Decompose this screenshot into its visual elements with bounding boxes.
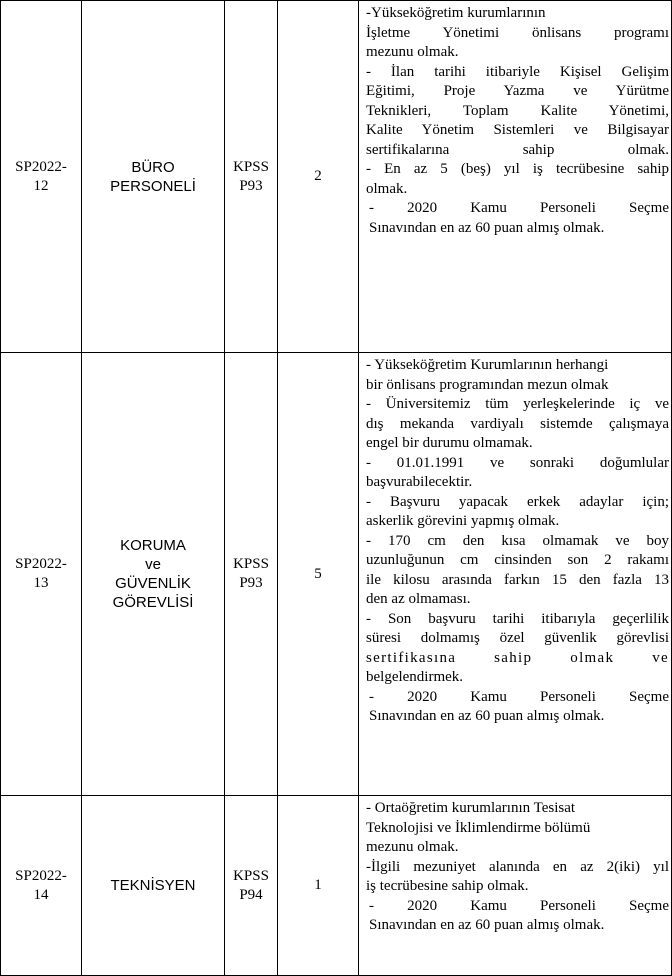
requirements-cell — [359, 353, 672, 796]
requirement-line: engel bir durumu olmamak. — [366, 435, 533, 451]
requirement-line: Sınavından en az 60 puan almış olmak. — [369, 917, 605, 933]
position-count: 2 — [314, 168, 322, 184]
table-row — [1, 353, 672, 796]
position-count-cell — [278, 1, 359, 353]
position-code-number: 13 — [33, 575, 49, 591]
requirement-line: Eğitimi, Proje Yazma ve Yürütme — [366, 83, 669, 99]
position-code-prefix: SP2022- — [15, 556, 67, 572]
requirement-line: mezunu olmak. — [366, 839, 459, 855]
requirement-line: - Üniversitemiz tüm yerleşkelerinde iç ve — [366, 396, 669, 412]
requirement-line: -Yükseköğretim kurumlarının — [366, 5, 546, 21]
position-count: 5 — [314, 565, 322, 582]
requirement-line: -İlgili mezuniyet alanında en az 2(iki) yıl — [366, 858, 669, 875]
position-code-prefix: SP2022- — [15, 867, 67, 884]
exam-score-type: P94 — [239, 886, 263, 903]
requirements-cell — [359, 796, 672, 976]
position-title-line: KORUMA — [120, 537, 186, 554]
requirement-line: - 01.01.1991 ve sonraki doğumlular — [366, 454, 669, 471]
requirement-line: belgelendirmek. — [366, 669, 464, 685]
exam-name: KPSS — [233, 867, 269, 884]
requirement-line: - 170 cm den kısa olmamak ve boy — [366, 532, 669, 549]
position-title-line: TEKNİSYEN — [110, 877, 196, 894]
requirement-line: bir önlisans programından mezun olmak — [366, 376, 609, 393]
requirement-line: dış mekanda vardiyalı sistemde çalışmaya — [366, 415, 669, 432]
requirement-line: Sınavından en az 60 puan almış olmak. — [369, 219, 605, 236]
requirement-line: sertifikasına sahip olmak ve — [366, 649, 669, 666]
position-title-line: GÜVENLİK — [115, 575, 191, 592]
table-row — [1, 1, 672, 353]
position-code-number: 14 — [33, 886, 49, 903]
position-count-cell — [278, 796, 359, 976]
exam-type-cell — [225, 796, 278, 976]
requirements-cell — [359, 1, 672, 353]
requirement-line: - Son başvuru tarihi itibarıyla geçerlilik — [366, 610, 669, 627]
exam-type-cell — [225, 1, 278, 353]
requirement-line: iş tecrübesine sahip olmak. — [366, 878, 529, 894]
requirement-line: Kalite Yönetim Sistemleri ve Bilgisayar — [366, 122, 669, 138]
position-code-number: 12 — [33, 177, 49, 194]
requirement-line: - 2020 Kamu Personeli Seçme — [369, 200, 669, 216]
position-title-cell — [82, 1, 225, 353]
requirement-line: mezunu olmak. — [366, 44, 459, 60]
requirement-line: Teknikleri, Toplam Kalite Yönetimi, — [366, 102, 669, 119]
exam-score-type: P93 — [239, 177, 263, 194]
position-count-cell — [278, 353, 359, 796]
requirements-list — [366, 4, 669, 238]
position-code-cell — [1, 796, 82, 976]
position-title-line: ve — [145, 556, 161, 573]
requirement-line: İşletme Yönetimi önlisans programı — [366, 24, 669, 41]
requirement-line: - 2020 Kamu Personeli Seçme — [369, 688, 669, 705]
requirements-list — [366, 356, 669, 727]
requirement-line: olmak. — [366, 180, 408, 197]
position-code-prefix: SP2022- — [15, 158, 67, 175]
position-count: 1 — [314, 877, 322, 893]
position-code-cell — [1, 1, 82, 353]
requirements-list — [366, 799, 669, 936]
exam-name: KPSS — [233, 158, 269, 175]
position-code-cell — [1, 353, 82, 796]
requirement-line: - Başvuru yapacak erkek adaylar için; — [366, 493, 669, 510]
requirement-line: süresi dolmamış özel güvenlik görevlisi — [366, 630, 669, 646]
requirement-line: - Yükseköğretim Kurumlarının herhangi — [366, 357, 609, 373]
exam-type-cell — [225, 353, 278, 796]
exam-score-type: P93 — [239, 575, 263, 591]
requirement-line: Teknolojisi ve İklimlendirme bölümü — [366, 819, 591, 836]
requirement-line: - Ortaöğretim kurumlarının Tesisat — [366, 800, 576, 816]
exam-name: KPSS — [233, 556, 269, 572]
table-row — [1, 796, 672, 976]
requirement-line: sertifikalarına sahip olmak. — [366, 141, 669, 158]
requirement-line: ile kilosu arasında farkın 15 den fazla 13 — [366, 571, 669, 588]
requirement-line: askerlik görevini yapmış olmak. — [366, 513, 560, 529]
requirement-line: - 2020 Kamu Personeli Seçme — [369, 897, 669, 914]
position-title-line: GÖREVLİSİ — [112, 594, 194, 611]
position-title-cell — [82, 353, 225, 796]
position-title-line: BÜRO — [131, 158, 175, 176]
requirement-line: - En az 5 (beş) yıl iş tecrübesine sahip — [366, 161, 669, 177]
requirement-line: Sınavından en az 60 puan almış olmak. — [369, 708, 605, 724]
requirement-line: uzunluğunun cm cinsinden son 2 rakamı — [366, 552, 669, 568]
requirement-line: den az olmaması. — [366, 591, 471, 607]
requirement-line: başvurabilecektir. — [366, 474, 473, 490]
position-title-line: PERSONELİ — [110, 177, 196, 195]
requirement-line: - İlan tarihi itibariyle Kişisel Gelişim — [366, 63, 669, 80]
position-title-cell — [82, 796, 225, 976]
